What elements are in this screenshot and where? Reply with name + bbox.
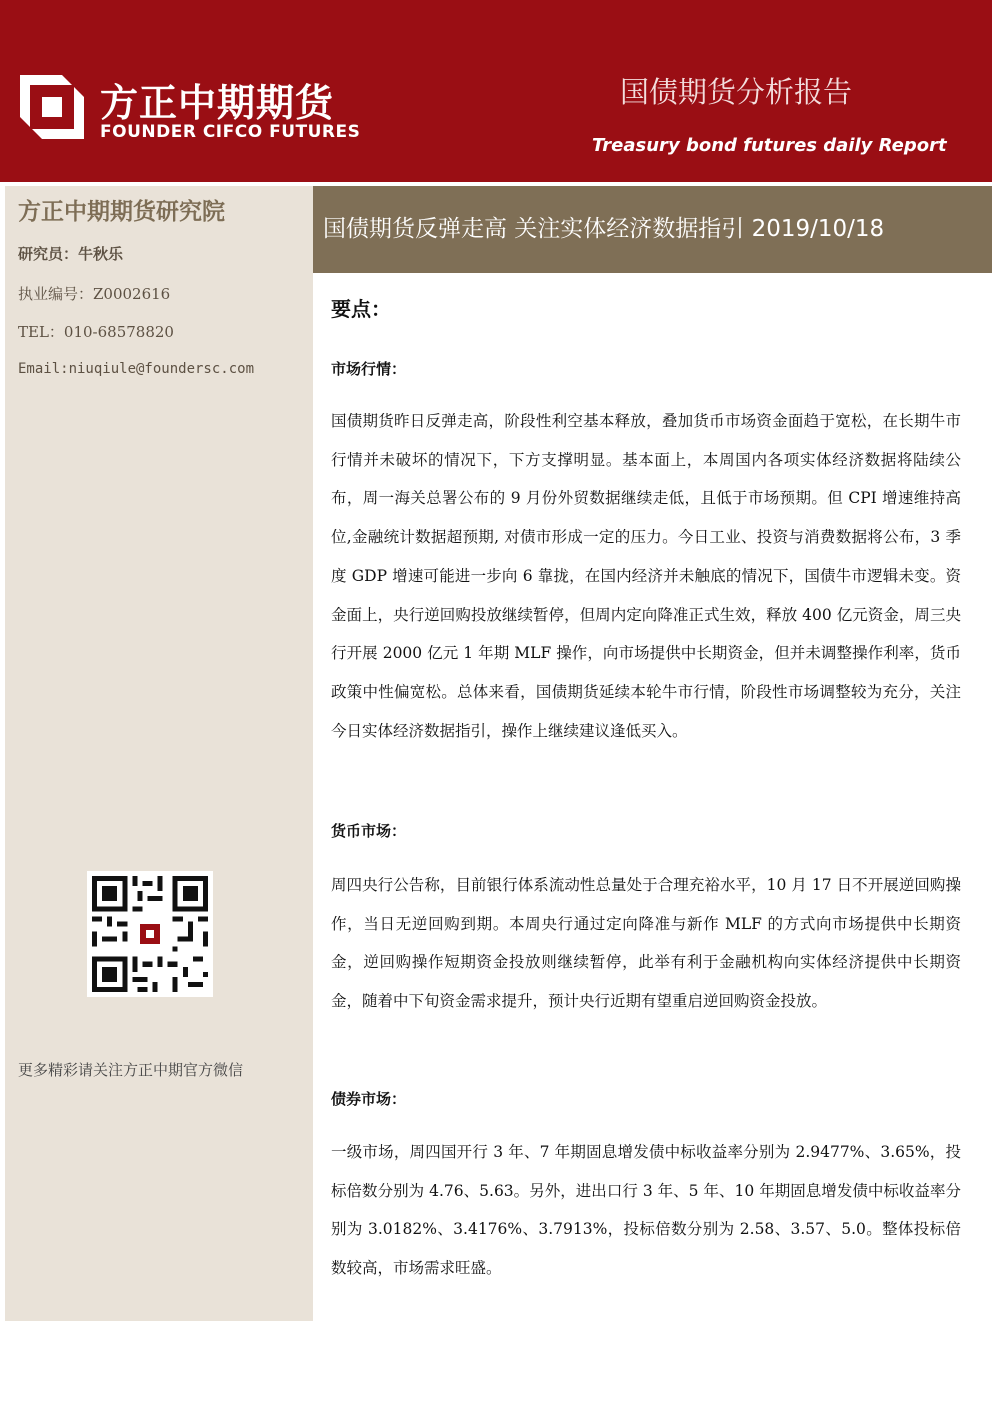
section-heading-market: 市场行情： [331,360,407,378]
article-title: 国债期货反弹走高 关注实体经济数据指引 2019/10/18 [323,216,885,242]
telephone: TEL：010-68578820 [18,323,174,341]
brand-name-en: FOUNDER CIFCO FUTURES [100,122,361,142]
section-body-money-market: 周四央行公告称，目前银行体系流动性总量处于合理充裕水平，10 月 17 日不开展逆回购操作，当日无逆回购到期。本周央行通过定向降准与新作 MLF 的方式向市场提供中长期资金，逆回购操作短期资金投放则继续暂停，此举有利于金融机构向实体经济提供中长期资金，随着中下旬资金需求提升，预计央行近期有望重启逆回购资金投放。 [331,876,961,1011]
qr-code-icon [87,871,213,997]
section-body-bond-market: 一级市场，周四国开行 3 年、7 年期固息增发债中标收益率分别为 2.9477%、3.65%，投标倍数分别为 4.76、5.63。另外，进出口行 3 年、5 年、10 年期固息增发债中标收益率分别为 3.0182%、3.4176%、3.7913%，投标倍数分别为 2.58、3.57、5.0。整体投标倍数较高，市场需求旺盛。 [331,1143,961,1278]
brand-name-cn: 方正中期期货 [100,81,335,125]
report-title-cn: 国债期货分析报告 [620,75,853,109]
institute-name: 方正中期期货研究院 [18,199,225,225]
section-heading-bond-market: 债券市场： [331,1090,407,1108]
qr-caption: 更多精彩请关注方正中期官方微信 [18,1061,244,1079]
email-link[interactable]: Email:niuqiule@foundersc.com [18,361,255,377]
sidebar [5,186,313,1321]
section-heading-money-market: 货币市场： [331,822,407,840]
analyst-name: 研究员：牛秋乐 [18,245,124,263]
key-points-label: 要点： [331,297,391,321]
report-title-en: Treasury bond futures daily Report [592,135,947,156]
founder-logo-icon [20,75,84,139]
section-body-market: 国债期货昨日反弹走高，阶段性利空基本释放，叠加货币市场资金面趋于宽松，在长期牛市行情并未破坏的情况下，下方支撑明显。基本面上，本周国内各项实体经济数据将陆续公布，周一海关总署公布的 9 月份外贸数据继续走低，且低于市场预期。但 CPI 增速维持高位,金融统计数据超预期, 对债市形成一定的压力。今日工业、投资与消费数据将公布，3 季度 GDP 增速可能进一步向 6 靠拢，在国内经济并未触底的情况下，国债牛市逻辑未变。资金面上，央行逆回购投放继续暂停，但周内定向降准正式生效，释放 400 亿元资金，周三央行开展 2000 亿元 1 年期 MLF 操作，向市场提供中长期资金，但并未调整操作利率，货币政策中性偏宽松。总体来看，国债期货延续本轮牛市行情，阶段性市场调整较为充分，关注今日实体经济数据指引，操作上继续建议逢低买入。 [331,412,961,740]
header-divider [0,182,992,185]
license-number: 执业编号：Z0002616 [18,285,171,303]
